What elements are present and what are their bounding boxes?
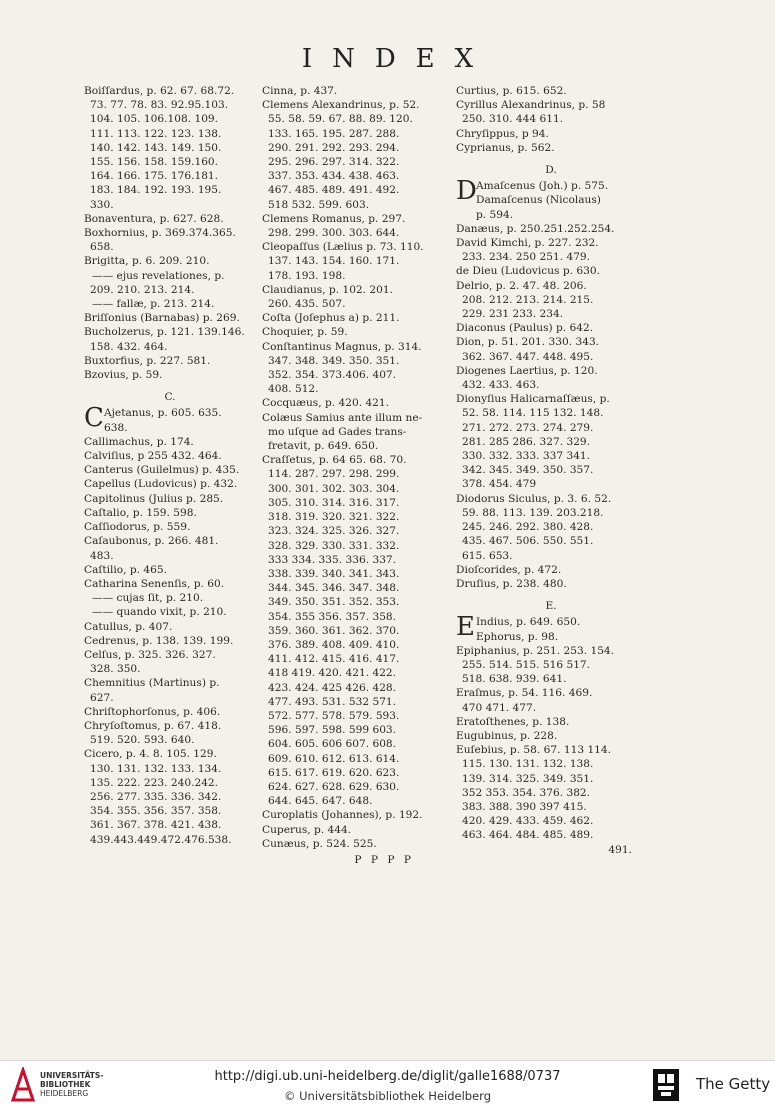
index-entry: Danæus, p. 250.251.252.254. [456, 222, 615, 235]
index-entry-continuation: 300. 301. 302. 303. 304. [268, 482, 400, 495]
index-entry-continuation: 432. 433. 463. [462, 379, 540, 392]
index-entry-continuation: 137. 143. 154. 160. 171. [268, 255, 400, 268]
index-entry: Delrio, p. 2. 47. 48. 206. [456, 279, 587, 292]
index-entry: Coſta (Joſephus a) p. 211. [262, 312, 400, 325]
library-name: UNIVERSITÄTS- BIBLIOTHEK HEIDELBERG [40, 1071, 104, 1098]
index-entry-continuation: 318. 319. 320. 321. 322. [268, 511, 400, 524]
index-entry-text: Ajetanus, p. 605. 635. [104, 407, 222, 420]
index-entry: Colæus Samius ante illum ne- [262, 411, 423, 424]
drop-capital: E [456, 612, 475, 643]
index-entry-continuation: 115. 130. 131. 132. 138. [462, 758, 594, 771]
index-entry-continuation: 139. 314. 325. 349. 351. [462, 772, 594, 785]
index-entry-continuation: 477. 493. 531. 532 571. [268, 695, 397, 708]
index-entry: de Dieu (Ludovicus p. 630. [456, 265, 600, 278]
index-entry-continuation: 354. 355 356. 357. 358. [268, 610, 397, 623]
index-entry: Catharina Senenſis, p. 60. [84, 577, 225, 590]
index-entry-continuation: 135. 222. 223. 240.242. [90, 776, 219, 789]
index-entry: Calviſius, p 255 432. 464. [84, 450, 222, 463]
index-entry-continuation: 330. [90, 198, 114, 211]
index-entry-continuation: 52. 58. 114. 115 132. 148. [462, 407, 604, 420]
index-entry: Epiphanius, p. 251. 253. 154. [456, 644, 615, 657]
index-entry-continuation: 178. 193. 198. [268, 269, 346, 282]
index-entry-continuation: 290. 291. 292. 293. 294. [268, 141, 400, 154]
index-entry-continuation: 352 353. 354. 376. 382. [462, 786, 591, 799]
index-entry: Chemnitius (Martinus) p. [84, 677, 220, 690]
index-entry: Cuperus, p. 444. [262, 823, 352, 836]
index-entry-continuation: fretavit, p. 649. 650. [268, 440, 379, 453]
index-entry-continuation: 104. 105. 106.108. 109. [90, 113, 219, 126]
index-entry: 638. [104, 421, 128, 434]
index-entry: Diogenes Laertius, p. 120. [456, 364, 598, 377]
index-entry-continuation: 352. 354. 373.406. 407. [268, 369, 397, 382]
index-entry: Celſus, p. 325. 326. 327. [84, 648, 216, 661]
drop-capital: D [456, 176, 477, 207]
index-entry-continuation: 256. 277. 335. 336. 342. [90, 790, 222, 803]
index-entry-continuation: 483. [90, 549, 114, 562]
index-entry: Dion, p. 51. 201. 330. 343. [456, 336, 600, 349]
index-entry: Chryſippus, p 94. [456, 127, 549, 140]
index-entry-continuation: 229. 231 233. 234. [462, 308, 564, 321]
index-entry-continuation: 359. 360. 361. 362. 370. [268, 624, 400, 637]
index-entry: Clemens Alexandrinus, p. 52. [262, 99, 420, 112]
index-entry-continuation: 463. 464. 484. 485. 489. [462, 829, 594, 842]
index-entry-continuation: 491. [608, 843, 632, 856]
index-entry-continuation: 164. 166. 175. 176.181. [90, 170, 219, 183]
index-entry-continuation: 439.443.449.472.476.538. [90, 833, 232, 846]
index-entry: Buxtorfius, p. 227. 581. [84, 354, 211, 367]
index-entry: Chriſtophorſonus, p. 406. [84, 705, 221, 718]
index-entry-continuation: 271. 272. 273. 274. 279. [462, 421, 594, 434]
index-entry-continuation: 328. 329. 330. 331. 332. [268, 539, 400, 552]
index-entry: Bucholzerus, p. 121. 139.146. [84, 326, 245, 339]
index-entry-continuation: 518 532. 599. 603. [268, 198, 370, 211]
index-entry-continuation: 349. 350. 351. 352. 353. [268, 596, 400, 609]
index-entry-continuation: 328. 350. [90, 663, 141, 676]
drop-capital: C [84, 403, 104, 434]
index-entry-continuation: 114. 287. 297. 298. 299. [268, 468, 400, 481]
index-entry: Briſſonius (Barnabas) p. 269. [84, 312, 240, 325]
index-entry: Damaſcenus (Nicolaus) [476, 194, 601, 207]
index-entry: Cyrillus Alexandrinus, p. 58 [456, 99, 606, 112]
footer-bar [0, 1060, 775, 1118]
index-entry-continuation: 158. 432. 464. [90, 340, 168, 353]
index-entry: Cicero, p. 4. 8. 105. 129. [84, 748, 217, 761]
index-entry-continuation: mo uſque ad Gades trans- [268, 425, 407, 438]
index-entry-continuation: 435. 467. 506. 550. 551. [462, 535, 594, 548]
index-entry: Diaconus (Paulus) p. 642. [456, 322, 594, 335]
index-entry: Cinna, p. 437. [262, 85, 338, 97]
index-entry: p. 594. [476, 208, 514, 221]
index-entry-continuation: 255. 514. 515. 516 517. [462, 658, 591, 671]
index-entry: Euſebius, p. 58. 67. 113 114. [456, 744, 612, 757]
index-entry-continuation: 305. 310. 314. 316. 317. [268, 496, 400, 509]
index-entry: Cedrenus, p. 138. 139. 199. [84, 634, 234, 647]
index-entry: Catullus, p. 407. [84, 620, 173, 633]
index-entry-continuation: 209. 210. 213. 214. [90, 283, 195, 296]
index-entry: Cleopaſſus (Lælius p. 73. 110. [262, 241, 424, 254]
index-entry-continuation: 518. 638. 939. 641. [462, 673, 567, 686]
index-entry-continuation: 376. 389. 408. 409. 410. [268, 638, 400, 651]
index-entry: Capellus (Ludovicus) p. 432. [84, 478, 238, 491]
index-entry-continuation: 408. 512. [268, 383, 319, 396]
index-entry: Canterus (Guilelmus) p. 435. [84, 464, 240, 477]
index-entry-continuation: 572. 577. 578. 579. 593. [268, 709, 400, 722]
index-entry-text: Amaſcenus (Joh.) p. 575. [476, 180, 609, 193]
index-entry: Boxhornius, p. 369.374.365. [84, 227, 236, 240]
index-entry-continuation: 644. 645. 647. 648. [268, 795, 373, 808]
index-entry: Claudianus, p. 102. 201. [262, 283, 393, 296]
index-entry: Brigitta, p. 6. 209. 210. [84, 255, 210, 268]
index-entry: Conſtantinus Magnus, p. 314. [262, 340, 422, 353]
index-entry-continuation: 627. [90, 691, 114, 704]
index-entry: David Kimchi, p. 227. 232. [456, 237, 599, 250]
index-entry-continuation: 59. 88. 113. 139. 203.218. [462, 506, 604, 519]
getty-logo-icon [652, 1068, 680, 1102]
index-entry-continuation: 361. 367. 378. 421. 438. [90, 819, 222, 832]
index-entry: Ephorus, p. 98. [476, 630, 559, 643]
index-entry-text: Indius, p. 649. 650. [476, 616, 581, 629]
index-entry-continuation: 155. 156. 158. 159.160. [90, 156, 219, 169]
page-title: INDEX [301, 44, 494, 74]
index-column-3 [456, 84, 646, 857]
index-entry: Boiſſardus, p. 62. 67. 68.72. [84, 85, 235, 97]
index-entry-continuation: 183. 184. 192. 193. 195. [90, 184, 222, 197]
index-entry-continuation: 281. 285 286. 327. 329. [462, 435, 591, 448]
index-entry-continuation: 337. 353. 434. 438. 463. [268, 170, 400, 183]
index-entry: Bzovius, p. 59. [84, 369, 163, 382]
section-heading: D. [545, 164, 557, 177]
index-entry-continuation: 411. 412. 415. 416. 417. [268, 653, 400, 666]
index-entry: Cocquæus, p. 420. 421. [262, 397, 390, 410]
index-entry: Dioſcorides, p. 472. [456, 563, 562, 576]
index-entry-continuation: 55. 58. 59. 67. 88. 89. 120. [268, 113, 413, 126]
copyright-notice: © Universitätsbibliothek Heidelberg [283, 1089, 491, 1103]
index-entry-continuation: 330. 332. 333. 337 341. [462, 450, 591, 463]
index-entry-continuation: 208. 212. 213. 214. 215. [462, 293, 594, 306]
index-entry-continuation: 519. 520. 593. 640. [90, 734, 195, 747]
index-entry: Eratoſthenes, p. 138. [456, 715, 570, 728]
index-entry-continuation: 298. 299. 300. 303. 644. [268, 227, 400, 240]
index-entry-continuation: 130. 131. 132. 133. 134. [90, 762, 222, 775]
index-entry-continuation: 658. [90, 241, 114, 254]
index-entry-continuation: 362. 367. 447. 448. 495. [462, 350, 594, 363]
index-entry: Caſſiodorus, p. 559. [84, 521, 191, 534]
index-entry: Cunæus, p. 524. 525. [262, 837, 377, 850]
index-entry-continuation: 140. 142. 143. 149. 150. [90, 141, 222, 154]
index-entry-continuation: 250. 310. 444 611. [462, 113, 564, 126]
index-entry: Craſſetus, p. 64 65. 68. 70. [262, 454, 407, 467]
index-entry: Callimachus, p. 174. [84, 435, 194, 448]
index-entry-continuation: 423. 424. 425 426. 428. [268, 681, 397, 694]
index-entry: Druſius, p. 238. 480. [456, 577, 567, 590]
index-entry-continuation: 342. 345. 349. 350. 357. [462, 464, 594, 477]
index-entry-continuation: 615. 653. [462, 549, 513, 562]
index-entry: Clemens Romanus, p. 297. [262, 212, 406, 225]
section-heading: E. [545, 600, 557, 613]
index-entry-continuation: 383. 388. 390 397 415. [462, 800, 587, 813]
index-entry: —— ejus revelationes, p. [92, 269, 225, 282]
index-entry: Choquier, p. 59. [262, 326, 348, 339]
index-entry-continuation: 467. 485. 489. 491. 492. [268, 184, 400, 197]
index-entry-continuation: 323. 324. 325. 326. 327. [268, 525, 400, 538]
index-entry-continuation: 470 471. 477. [462, 701, 537, 714]
index-entry-continuation: 260. 435. 507. [268, 298, 346, 311]
index-entry-continuation: 354. 355. 356. 357. 358. [90, 805, 222, 818]
index-entry-continuation: 596. 597. 598. 599 603. [268, 724, 397, 737]
index-entry-continuation: 604. 605. 606 607. 608. [268, 738, 397, 751]
index-entry-continuation: 295. 296. 297. 314. 322. [268, 156, 400, 169]
index-entry-continuation: 420. 429. 433. 459. 462. [462, 815, 594, 828]
index-entry-continuation: 73. 77. 78. 83. 92.95.103. [90, 99, 229, 112]
index-entry-continuation: 624. 627. 628. 629. 630. [268, 780, 400, 793]
index-entry-continuation: 333 334. 335. 336. 337. [268, 553, 397, 566]
signature-mark: P P P P [354, 853, 414, 866]
index-entry: —— quando vixit, p. 210. [92, 606, 227, 619]
index-entry: Eraſmus, p. 54. 116. 469. [456, 687, 593, 700]
index-entry: Bonaventura, p. 627. 628. [84, 212, 224, 225]
index-column-2 [262, 84, 454, 867]
section-heading: C. [164, 391, 176, 404]
index-entry: Dionyſius Halicarnaſſæus, p. [456, 393, 610, 406]
index-entry-continuation: 615. 617. 619. 620. 623. [268, 766, 400, 779]
index-entry-continuation: 338. 339. 340. 341. 343. [268, 567, 400, 580]
index-entry: —— cujas ſit, p. 210. [92, 592, 204, 605]
index-entry: Capitolinus (Julius p. 285. [84, 492, 224, 505]
index-entry-continuation: 418 419. 420. 421. 422. [268, 667, 397, 680]
index-entry: Chryſoſtomus, p. 67. 418. [84, 719, 222, 732]
index-entry: Eugubinus, p. 228. [456, 729, 558, 742]
index-entry-continuation: 378. 454. 479 [462, 478, 537, 491]
index-entry: Curtius, p. 615. 652. [456, 85, 567, 97]
index-entry: Cyprianus, p. 562. [456, 141, 555, 154]
index-entry-continuation: 133. 165. 195. 287. 288. [268, 127, 400, 140]
index-entry: Caſaubonus, p. 266. 481. [84, 535, 219, 548]
index-entry: Caſtalio, p. 159. 598. [84, 506, 197, 519]
getty-name: The Getty [696, 1075, 771, 1093]
index-column-1 [84, 84, 256, 847]
index-entry-continuation: 347. 348. 349. 350. 351. [268, 354, 400, 367]
index-entry-continuation: 111. 113. 122. 123. 138. [90, 127, 222, 140]
index-entry: Diodorus Siculus, p. 3. 6. 52. [456, 492, 612, 505]
index-entry-continuation: 245. 246. 292. 380. 428. [462, 521, 594, 534]
index-entry-continuation: 609. 610. 612. 613. 614. [268, 752, 400, 765]
index-entry-continuation: 233. 234. 250 251. 479. [462, 251, 591, 264]
document-url-link[interactable]: http://digi.ub.uni-heidelberg.de/diglit/galle1688/0737 [214, 1069, 561, 1084]
index-entry: —— fallæ, p. 213. 214. [92, 298, 215, 311]
index-entry-continuation: 344. 345. 346. 347. 348. [268, 582, 400, 595]
index-entry: Curoplatis (Johannes), p. 192. [262, 809, 423, 822]
index-entry: Caſtilio, p. 465. [84, 563, 167, 576]
